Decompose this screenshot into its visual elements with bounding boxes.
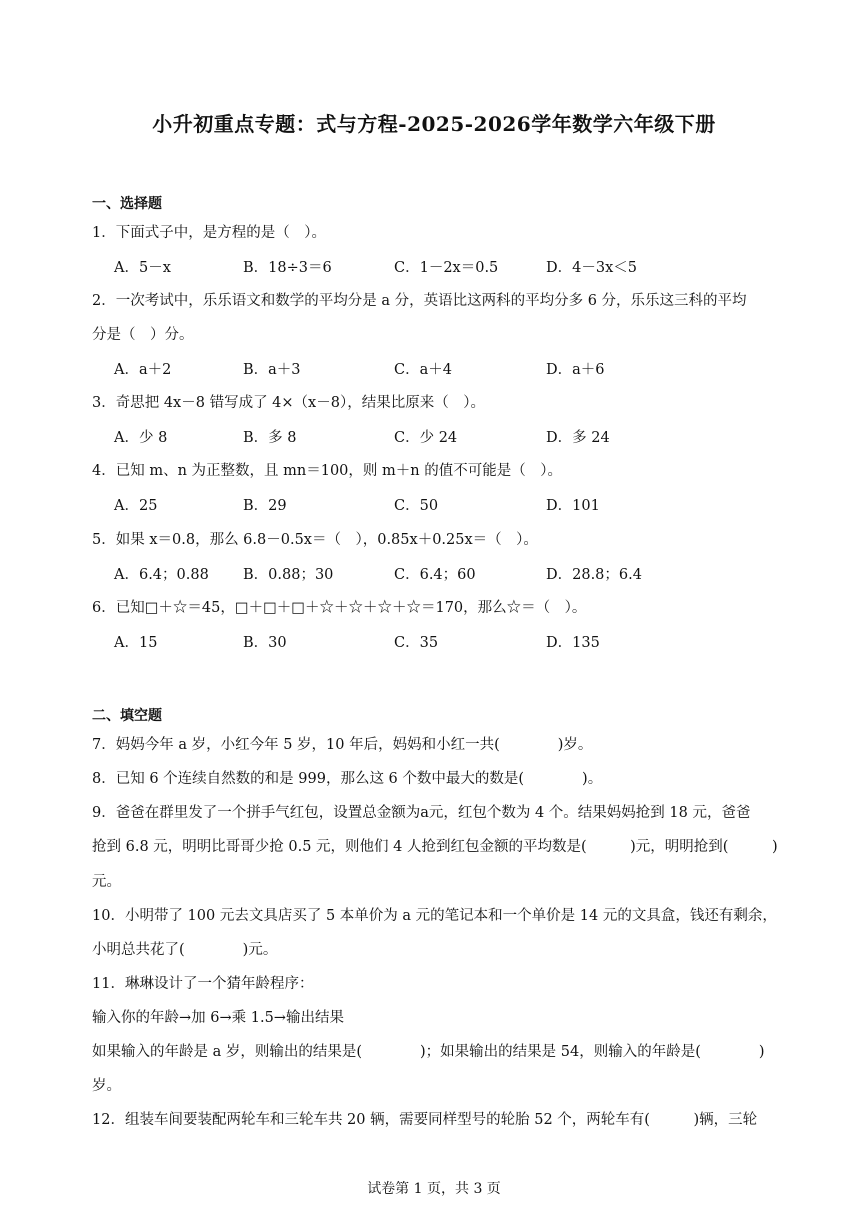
question-11-line1: 11．琳琳设计了一个猜年龄程序：: [92, 976, 314, 992]
q6-option-c: C．35: [394, 635, 439, 651]
q1-option-a: A．5－x: [114, 260, 171, 276]
question-6: 6．已知□＋☆＝45，□＋□＋□＋☆＋☆＋☆＋☆＝170，那么☆＝（ ）。: [92, 600, 587, 616]
question-5: 5．如果 x＝0.8，那么 6.8－0.5x＝（ ），0.85x＋0.25x＝（ ）。: [92, 532, 538, 548]
q2-option-a: A．a＋2: [114, 362, 172, 378]
q5-option-c: C．6.4；60: [394, 567, 476, 583]
q2-option-d: D．a＋6: [546, 362, 605, 378]
question-9-line3: 元。: [92, 874, 121, 890]
question-10-line2: 小明总共花了( )元。: [92, 942, 278, 958]
question-1: 1．下面式子中，是方程的是（ ）。: [92, 225, 326, 241]
q5-option-a: A．6.4；0.88: [114, 567, 209, 583]
q6-option-d: D．135: [546, 635, 600, 651]
q1-option-c: C．1－2x＝0.5: [394, 260, 499, 276]
q5-option-d: D．28.8；6.4: [546, 567, 642, 583]
q2-option-c: C．a＋4: [394, 362, 452, 378]
q3-option-b: B．多 8: [243, 430, 297, 446]
q6-option-a: A．15: [114, 635, 158, 651]
question-4: 4．已知 m、n 为正整数，且 mn＝100，则 m＋n 的值不可能是（ ）。: [92, 463, 562, 479]
section-fill-heading: 二、填空题: [92, 708, 162, 724]
question-12: 12．组装车间要装配两轮车和三轮车共 20 辆，需要同样型号的轮胎 52 个，两轮车有( )辆，三轮: [92, 1112, 758, 1128]
q5-option-b: B．0.88；30: [243, 567, 334, 583]
question-11-line2: 输入你的年龄→加 6→乘 1.5→输出结果: [92, 1010, 344, 1026]
question-11-line3: 如果输入的年龄是 a 岁，则输出的结果是( )；如果输出的结果是 54，则输入的年龄是( ): [92, 1044, 765, 1060]
question-2-line1: 2．一次考试中，乐乐语文和数学的平均分是 a 分，英语比这两科的平均分多 6 分，乐乐这三科的平均: [92, 293, 747, 309]
question-2-line2: 分是（ ）分。: [92, 327, 194, 343]
page-title: 小升初重点专题：式与方程-2025-2026学年数学六年级下册: [152, 112, 716, 136]
q4-option-a: A．25: [114, 498, 158, 514]
q6-option-b: B．30: [243, 635, 287, 651]
question-9-line2: 抢到 6.8 元，明明比哥哥少抢 0.5 元，则他们 4 人抢到红包金额的平均数是( )元，明明抢到( ): [92, 839, 778, 855]
question-10-line1: 10．小明带了 100 元去文具店买了 5 本单价为 a 元的笔记本和一个单价是 14 元的文具盒，钱还有剩余，: [92, 908, 777, 924]
q1-option-b: B．18÷3＝6: [243, 260, 332, 276]
q1-option-d: D．4－3x＜5: [546, 260, 637, 276]
question-7: 7．妈妈今年 a 岁，小红今年 5 岁，10 年后，妈妈和小红一共( )岁。: [92, 737, 593, 753]
section-choice-heading: 一、选择题: [92, 196, 162, 212]
q3-option-a: A．少 8: [114, 430, 168, 446]
q3-option-c: C．少 24: [394, 430, 458, 446]
q3-option-d: D．多 24: [546, 430, 610, 446]
q4-option-b: B．29: [243, 498, 287, 514]
q4-option-c: C．50: [394, 498, 439, 514]
question-9-line1: 9．爸爸在群里发了一个拼手气红包，设置总金额为a元，红包个数为 4 个。结果妈妈抢到 18 元，爸爸: [92, 805, 751, 821]
page-footer: 试卷第 1 页，共 3 页: [367, 1181, 501, 1197]
question-8: 8．已知 6 个连续自然数的和是 999，那么这 6 个数中最大的数是( )。: [92, 771, 603, 787]
q2-option-b: B．a＋3: [243, 362, 301, 378]
question-11-line4: 岁。: [92, 1078, 121, 1094]
q4-option-d: D．101: [546, 498, 600, 514]
question-3: 3．奇思把 4x－8 错写成了 4×（x－8），结果比原来（ ）。: [92, 395, 485, 411]
